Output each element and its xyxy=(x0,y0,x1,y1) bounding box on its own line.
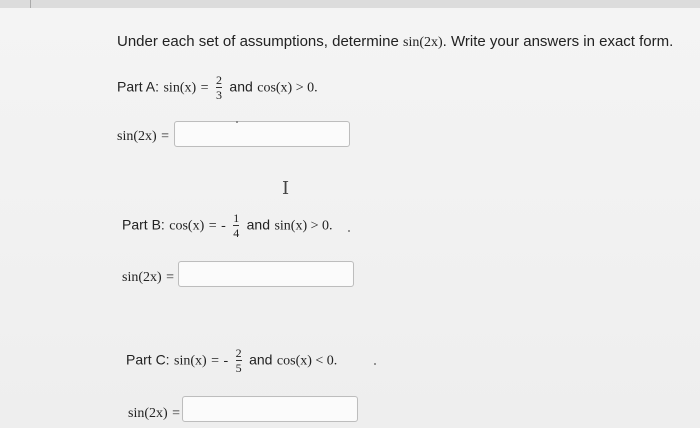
part-c-answer-input[interactable] xyxy=(182,396,358,422)
part-a-and: and xyxy=(229,78,253,95)
mark xyxy=(374,363,376,365)
part-b-condition: sin(x) > 0. xyxy=(274,218,333,234)
part-a-equals: = xyxy=(200,80,209,96)
part-b-fraction xyxy=(233,212,239,239)
part-b-answer-label: sin(2x) xyxy=(122,270,162,285)
part-a-answer-row xyxy=(117,127,169,145)
part-a-numerator: 2 xyxy=(215,73,222,87)
part-a-answer-equals: = xyxy=(161,129,170,144)
part-a-function: sin(x) xyxy=(163,80,197,96)
part-c-answer-label: sin(2x) xyxy=(128,406,168,421)
part-b-answer-row xyxy=(122,268,174,286)
part-b-answer-equals: = xyxy=(166,270,175,285)
part-c-condition: cos(x) < 0. xyxy=(276,353,338,369)
part-c-equals: = xyxy=(211,353,220,369)
part-a-answer-input[interactable] xyxy=(174,121,350,147)
instructions-suffix: . Write your answers in exact form. xyxy=(442,33,674,50)
part-c-answer-equals: = xyxy=(172,406,181,421)
part-c-and: and xyxy=(249,351,273,368)
part-a-condition: cos(x) > 0. xyxy=(257,80,318,96)
part-b-equals: = xyxy=(208,218,217,234)
part-a-answer-label: sin(2x) xyxy=(117,129,157,144)
part-b-numerator: 1 xyxy=(233,211,240,225)
part-c-numerator: 2 xyxy=(235,346,242,360)
instructions xyxy=(117,33,673,51)
instructions-prefix: Under each set of assumptions, determine xyxy=(117,33,399,50)
mark xyxy=(348,230,350,232)
part-a-statement xyxy=(117,74,318,101)
part-c-statement xyxy=(126,347,337,374)
text-cursor-icon: I xyxy=(282,178,290,199)
part-b-label: Part B: xyxy=(122,216,165,233)
part-b-answer-input[interactable] xyxy=(178,261,354,287)
part-c-fraction xyxy=(236,347,242,374)
instructions-math: sin(2x) xyxy=(403,35,443,50)
part-b-and: and xyxy=(246,216,270,233)
mark xyxy=(236,121,238,123)
part-b-denominator: 4 xyxy=(233,226,240,240)
part-c-denominator: 5 xyxy=(235,361,242,375)
part-a-fraction xyxy=(216,74,222,101)
part-a-label: Part A: xyxy=(117,78,160,95)
part-c-function: sin(x) xyxy=(174,353,207,369)
part-b-statement xyxy=(122,212,333,239)
part-b-sign: - xyxy=(221,218,226,234)
part-b-function: cos(x) xyxy=(169,218,205,234)
part-c-sign: - xyxy=(223,353,229,369)
part-c-label: Part C: xyxy=(126,351,170,368)
part-c-answer-row xyxy=(128,404,180,422)
top-edge xyxy=(0,0,700,8)
divider xyxy=(30,0,31,8)
part-a-denominator: 3 xyxy=(215,88,222,102)
